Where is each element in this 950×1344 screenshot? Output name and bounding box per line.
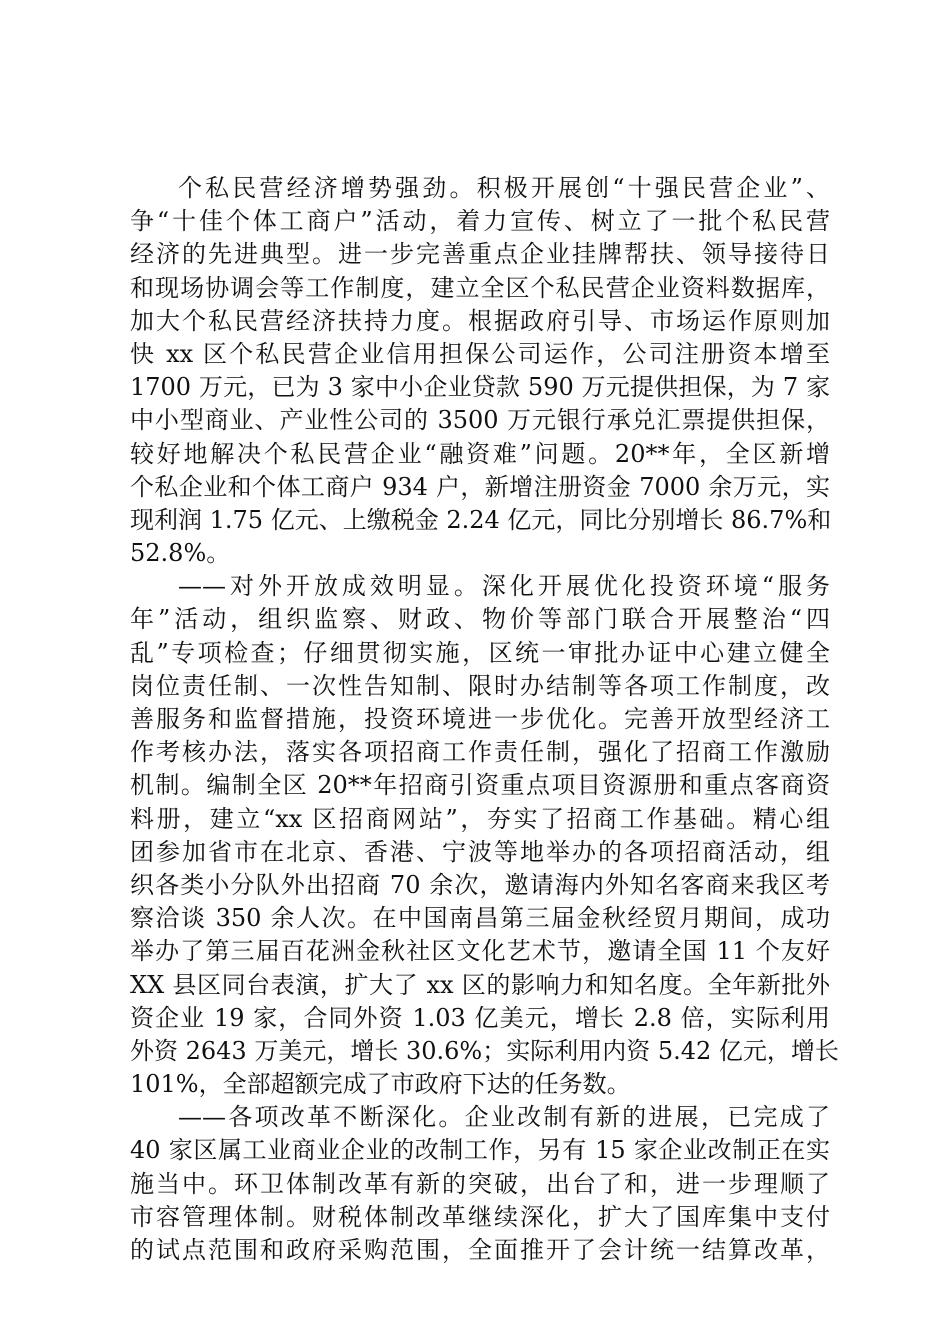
text-line: 乱”专项检查；仔细贯彻实施，区统一审批办证中心建立健全 xyxy=(130,638,830,667)
text-line: 中小型商业、产业性公司的 3500 万元银行承兑汇票提供担保， xyxy=(130,406,830,435)
text-line: 101%，全部超额完成了市政府下达的任务数。 xyxy=(130,1070,631,1099)
text-line: 机制。编制全区 20**年招商引资重点项目资源册和重点客商资 xyxy=(130,771,830,800)
text-line: 个私企业和个体工商户 934 户，新增注册资金 7000 余万元，实 xyxy=(130,472,830,501)
text-line: 现利润 1.75 亿元、上缴税金 2.24 亿元，同比分别增长 86.7%和 xyxy=(130,505,832,534)
text-line: 举办了第三届百花洲金秋社区文化艺术节，邀请全国 11 个友好 xyxy=(130,937,830,966)
text-line: 团参加省市在北京、香港、宁波等地举办的各项招商活动，组 xyxy=(130,837,830,866)
text-line: 市容管理体制。财税体制改革继续深化，扩大了国库集中支付 xyxy=(130,1202,830,1231)
text-line: 年”活动，组织监察、财政、物价等部门联合开展整治“四 xyxy=(130,605,830,634)
text-line: 岗位责任制、一次性告知制、限时办结制等各项工作制度，改 xyxy=(130,671,830,700)
text-line: 施当中。环卫体制改革有新的突破，出台了和，进一步理顺了 xyxy=(130,1169,830,1198)
text-line: 加大个私民营经济扶持力度。根据政府引导、市场运作原则加 xyxy=(130,306,830,335)
text-line: 织各类小分队外出招商 70 余次，邀请海内外知名客商来我区考 xyxy=(130,870,830,899)
text-line: 资企业 19 家，合同外资 1.03 亿美元，增长 2.8 倍，实际利用 xyxy=(130,1003,830,1032)
text-line: 较好地解决个私民营企业“融资难”问题。20**年，全区新增 xyxy=(130,439,830,468)
text-line: 争“十佳个体工商户”活动，着力宣传、树立了一批个私民营 xyxy=(130,207,830,236)
text-line: 料册，建立“xx 区招商网站”，夯实了招商工作基础。精心组 xyxy=(130,804,830,833)
text-line: 个私民营经济增势强劲。积极开展创“十强民营企业”、 xyxy=(178,174,830,202)
text-line: 快 xx 区个私民营企业信用担保公司运作，公司注册资本增至 xyxy=(130,339,830,368)
text-line: 1700 万元，已为 3 家中小企业贷款 590 万元提供担保，为 7 家 xyxy=(130,373,830,402)
text-line: 40 家区属工业商业企业的改制工作，另有 15 家企业改制正在实 xyxy=(130,1136,830,1165)
text-line: 经济的先进典型。进一步完善重点企业挂牌帮扶、领导接待日 xyxy=(130,240,830,269)
text-line: 作考核办法，落实各项招商工作责任制，强化了招商工作激励 xyxy=(130,738,830,767)
body-text xyxy=(130,172,839,1267)
text-line: XX 县区同台表演，扩大了 xx 区的影响力和知名度。全年新批外 xyxy=(130,970,830,999)
text-line: 外资 2643 万美元，增长 30.6%；实际利用内资 5.42 亿元，增长 xyxy=(130,1036,839,1065)
text-line: 的试点范围和政府采购范围，全面推开了会计统一结算改革， xyxy=(130,1236,830,1264)
text-line: 52.8%。 xyxy=(130,539,231,568)
text-line: ——对外开放成效明显。深化开展优化投资环境“服务 xyxy=(178,572,830,601)
text-line: 善服务和监督措施，投资环境进一步优化。完善开放型经济工 xyxy=(130,705,830,733)
text-line: 察洽谈 350 余人次。在中国南昌第三届金秋经贸月期间，成功 xyxy=(130,904,830,933)
text-line: ——各项改革不断深化。企业改制有新的进展，已完成了 xyxy=(178,1103,830,1132)
text-line: 和现场协调会等工作制度，建立全区个私民营企业资料数据库， xyxy=(130,273,830,302)
